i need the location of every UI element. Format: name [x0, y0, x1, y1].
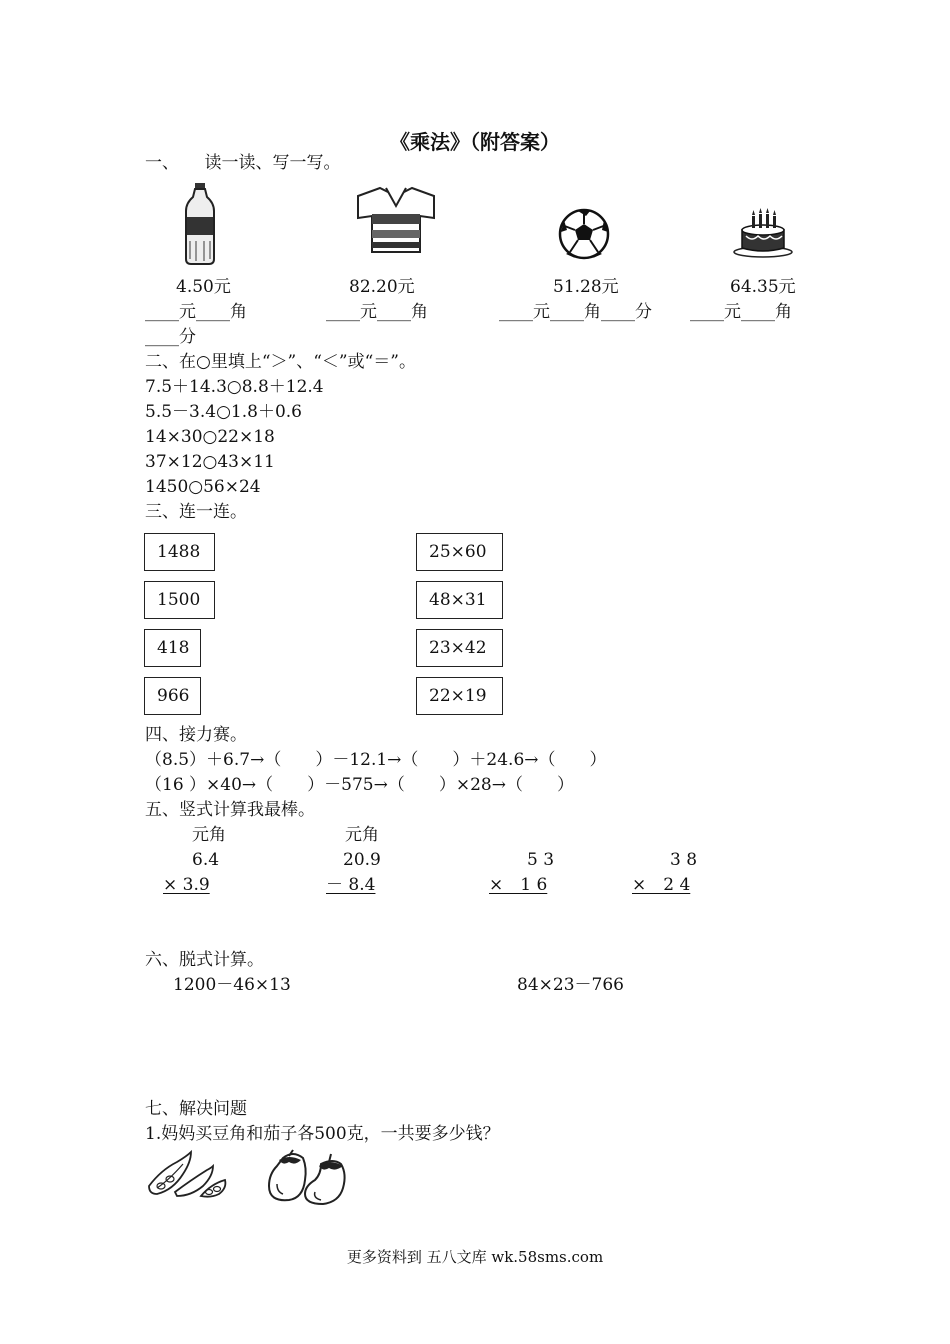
relay-line[interactable]: （8.5）＋6.7→（ ）－12.1→（ ）＋24.6→（ ） — [145, 750, 607, 770]
compare-item[interactable]: 37×12○43×11 — [145, 452, 275, 472]
price-shirt: 82.20元 — [349, 277, 415, 297]
match-right-box[interactable]: 23×42 — [416, 629, 503, 667]
section1-heading: 一、 读一读、写一写。 — [145, 153, 341, 173]
section3-heading: 三、连一连。 — [145, 502, 247, 522]
price-bottle: 4.50元 — [176, 277, 231, 297]
soccer-ball-icon — [558, 208, 610, 260]
vertical-top: 6.4 — [192, 850, 220, 870]
beans-icon — [147, 1150, 229, 1200]
vertical-bottom[interactable]: × 1 6 — [489, 875, 548, 895]
blank-cake-wrap[interactable]: ____分 — [145, 327, 196, 347]
eggplant-icon — [265, 1150, 351, 1206]
section4-heading: 四、接力赛。 — [145, 725, 247, 745]
match-left-box[interactable]: 418 — [144, 629, 201, 667]
blank-ball[interactable]: ____元____角____分 — [499, 302, 652, 322]
match-left-box[interactable]: 966 — [144, 677, 201, 715]
shirt-icon — [356, 184, 436, 254]
cake-icon — [732, 208, 794, 258]
unit-label: 元角 — [192, 825, 226, 845]
compare-item[interactable]: 5.5－3.4○1.8＋0.6 — [145, 402, 302, 422]
vertical-bottom[interactable]: × 3.9 — [163, 875, 210, 895]
section5-heading: 五、竖式计算我最棒。 — [145, 800, 315, 820]
vertical-top: 5 3 — [527, 850, 555, 870]
compare-item[interactable]: 7.5＋14.3○8.8＋12.4 — [145, 377, 324, 397]
blank-shirt[interactable]: ____元____角 — [326, 302, 428, 322]
blank-cake[interactable]: ____元____角 — [690, 302, 792, 322]
section2-heading: 二、在○里填上“＞”、“＜”或“＝”。 — [145, 352, 416, 372]
vertical-top: 3 8 — [670, 850, 698, 870]
bottle-icon — [180, 183, 220, 265]
compare-item[interactable]: 1450○56×24 — [145, 477, 261, 497]
vertical-top: 20.9 — [343, 850, 381, 870]
blank-bottle[interactable]: ____元____角 — [145, 302, 247, 322]
vertical-bottom[interactable]: － 8.4 — [326, 875, 376, 895]
section7-heading: 七、解决问题 — [145, 1099, 247, 1119]
expression-item[interactable]: 1200－46×13 — [173, 975, 291, 995]
page-title: 《乘法》（附答案） — [390, 130, 560, 154]
match-left-box[interactable]: 1488 — [144, 533, 215, 571]
vertical-bottom[interactable]: × 2 4 — [632, 875, 691, 895]
price-ball: 51.28元 — [553, 277, 619, 297]
relay-line[interactable]: （16 ）×40→（ ）－575→（ ）×28→（ ） — [145, 775, 574, 795]
unit-label: 元角 — [345, 825, 379, 845]
match-right-box[interactable]: 22×19 — [416, 677, 503, 715]
match-right-box[interactable]: 25×60 — [416, 533, 503, 571]
match-left-box[interactable]: 1500 — [144, 581, 215, 619]
match-right-box[interactable]: 48×31 — [416, 581, 503, 619]
section6-heading: 六、脱式计算。 — [145, 950, 264, 970]
question-text: 1.妈妈买豆角和茄子各500克，一共要多少钱？ — [145, 1124, 500, 1144]
expression-item[interactable]: 84×23－766 — [517, 975, 624, 995]
compare-item[interactable]: 14×30○22×18 — [145, 427, 275, 447]
footer-text: 更多资料到 五八文库 wk.58sms.com — [346, 1248, 604, 1266]
price-cake: 64.35元 — [730, 277, 796, 297]
